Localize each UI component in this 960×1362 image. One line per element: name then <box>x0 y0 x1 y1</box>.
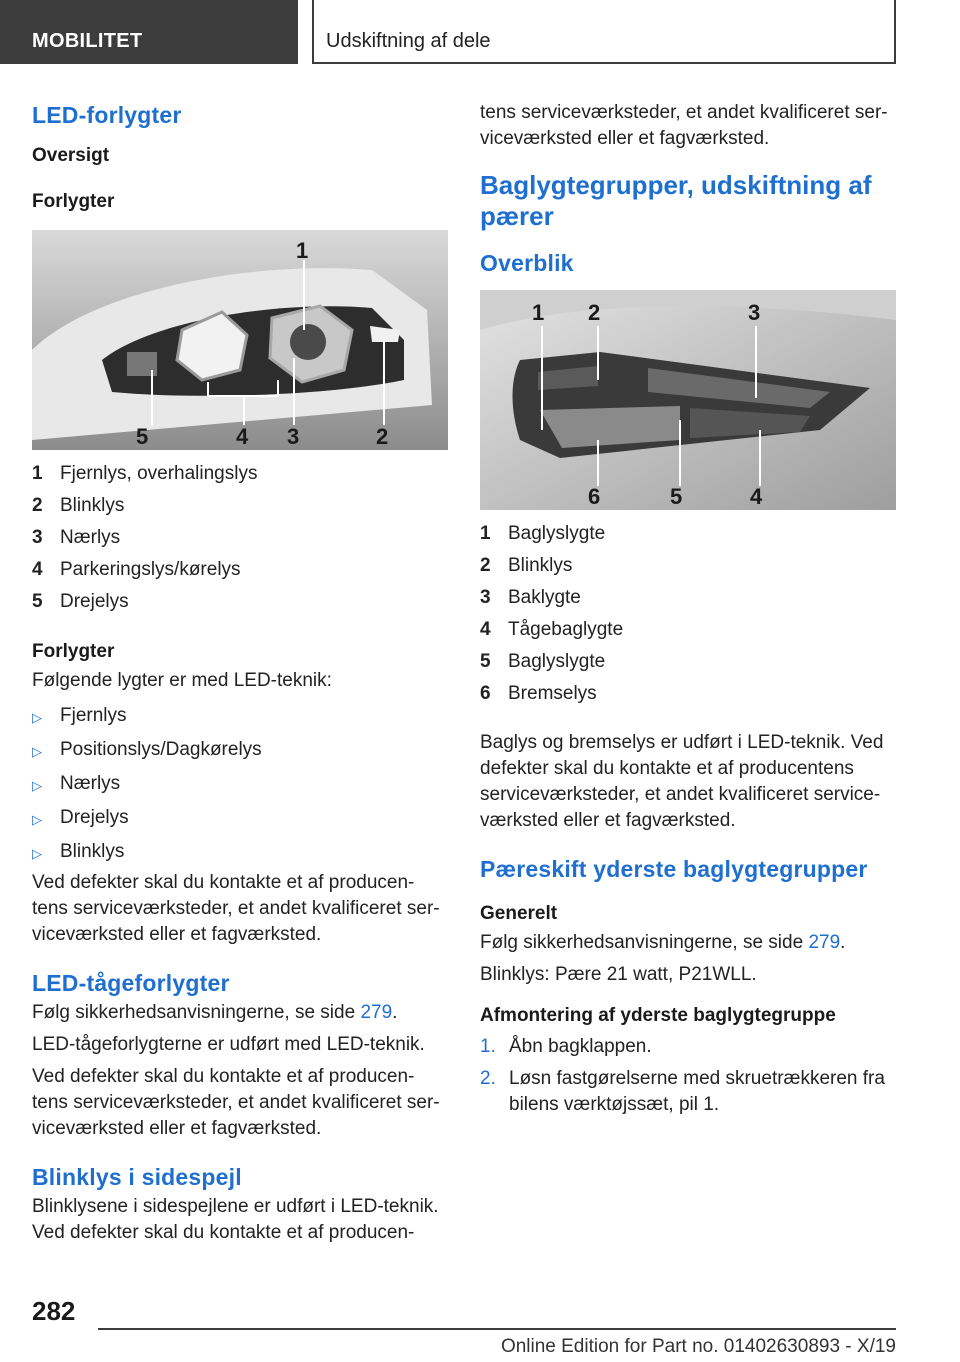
list-item: 3 Baklygte <box>480 587 581 608</box>
edition-note: Online Edition for Part no. 01402630893 - X/19 <box>500 1336 896 1357</box>
list-item: 1 Fjernlys, overhalingslys <box>32 463 258 484</box>
safety-text: Følg sikkerhedsanvisningerne, se side 279. <box>480 932 846 953</box>
list-item: ▷ Drejelys <box>32 802 450 836</box>
fog-safety: Følg sikkerhedsanvisningerne, se side 279. <box>32 1002 398 1023</box>
triangle-bullet-icon: ▷ <box>32 778 42 793</box>
list-item: 6 Bremselys <box>480 683 597 704</box>
fig-label-5: 5 <box>136 424 149 449</box>
list-item: 2. Løsn fastgørelserne med skruetrækkeren fra bilens værktøjssæt, pil 1. <box>480 1068 885 1115</box>
fig-label-3: 3 <box>748 300 761 325</box>
general-heading: Generelt <box>480 903 558 924</box>
section-tab <box>0 0 298 64</box>
list-item: 3 Nærlys <box>32 527 121 548</box>
fig-label-2: 2 <box>588 300 601 325</box>
page-link[interactable]: 279 <box>360 1002 393 1023</box>
triangle-bullet-icon: ▷ <box>32 846 42 861</box>
led-bullet-list <box>32 700 450 870</box>
blink-spec: Blinklys: Pære 21 watt, P21WLL. <box>480 964 757 985</box>
list-item: 1 Baglyslygte <box>480 523 606 544</box>
fig-label-4: 4 <box>750 484 763 509</box>
list-item: ▷ Positionslys/Dagkørelys <box>32 734 450 768</box>
removal-steps <box>480 1034 900 1118</box>
defect-text: Ved defekter skal du kontakte et af producen-tens serviceværksteder, et andet kvalificeret ser-viceværksted eller et fagværksted. <box>32 872 440 945</box>
tail-text: Baglys og bremselys er udført i LED-teknik. Ved defekter skal du kontakte et af producentens serviceværksteder, et andet kvalificeret service-værksted eller et fagværksted. <box>480 732 884 831</box>
footer-divider <box>98 1328 896 1330</box>
triangle-bullet-icon: ▷ <box>32 812 42 827</box>
fog-title: LED-tågeforlygter <box>32 970 230 996</box>
fig-label-4: 4 <box>236 424 249 449</box>
triangle-bullet-icon: ▷ <box>32 710 42 725</box>
fig-label-2: 2 <box>376 424 389 449</box>
mirror-text: Blinklysene i sidespejlene er udført i LED-teknik. Ved defekter skal du kontakte et af producen- <box>32 1196 439 1243</box>
overview-title: Overblik <box>480 250 574 276</box>
headlights-heading: Forlygter <box>32 191 115 212</box>
mirror-title: Blinklys i sidespejl <box>32 1164 242 1190</box>
fig-label-1: 1 <box>532 300 545 325</box>
overview-heading: Oversigt <box>32 145 110 166</box>
list-item: 1. Åbn bagklappen. <box>480 1036 652 1057</box>
headlight-legend <box>32 458 450 618</box>
fig-label-6: 6 <box>588 484 601 509</box>
fig-label-5: 5 <box>670 484 683 509</box>
right-column <box>480 100 900 1124</box>
list-item: 4 Parkeringslys/kørelys <box>32 559 241 580</box>
led-intro: Følgende lygter er med LED-teknik: <box>32 670 332 691</box>
chapter-title: Udskiftning af dele <box>326 30 491 52</box>
list-item: 4 Tågebaglygte <box>480 619 624 640</box>
list-item: 2 Blinklys <box>480 555 573 576</box>
list-item: ▷ Blinklys <box>32 836 450 870</box>
fig-label-1: 1 <box>296 238 309 263</box>
tail-light-figure <box>480 290 896 510</box>
page-link[interactable]: 279 <box>808 932 841 953</box>
list-item: ▷ Nærlys <box>32 768 450 802</box>
fog-defect-text: Ved defekter skal du kontakte et af producen-tens serviceværksteder, et andet kvalificeret ser-viceværksted eller et fagværksted. <box>32 1066 440 1139</box>
list-item: 2 Blinklys <box>32 495 125 516</box>
tail-light-legend <box>480 518 900 710</box>
headlights-heading-2: Forlygter <box>32 641 115 662</box>
list-item: ▷ Fjernlys <box>32 700 450 734</box>
led-headlights-title: LED-forlygter <box>32 102 182 128</box>
triangle-bullet-icon: ▷ <box>32 744 42 759</box>
chapter-header <box>312 0 896 64</box>
fig-label-3: 3 <box>287 424 300 449</box>
page-number: 282 <box>32 1296 76 1326</box>
list-item: 5 Baglyslygte <box>480 651 606 672</box>
fog-led-text: LED-tågeforlygterne er udført med LED-teknik. <box>32 1034 425 1055</box>
continued-text: tens serviceværksteder, et andet kvalificeret ser-viceværksted eller et fagværksted. <box>480 102 888 149</box>
headlight-figure <box>32 230 448 450</box>
section-title: MOBILITET <box>32 30 143 52</box>
list-item: 5 Drejelys <box>32 591 129 612</box>
removal-heading: Afmontering af yderste baglygtegruppe <box>480 1005 836 1026</box>
left-column <box>32 100 450 1252</box>
bulb-change-title: Pæreskift yderste baglygtegrupper <box>480 856 868 882</box>
tail-lights-title: Baglygtegrupper, udskiftning af pærer <box>480 170 872 231</box>
